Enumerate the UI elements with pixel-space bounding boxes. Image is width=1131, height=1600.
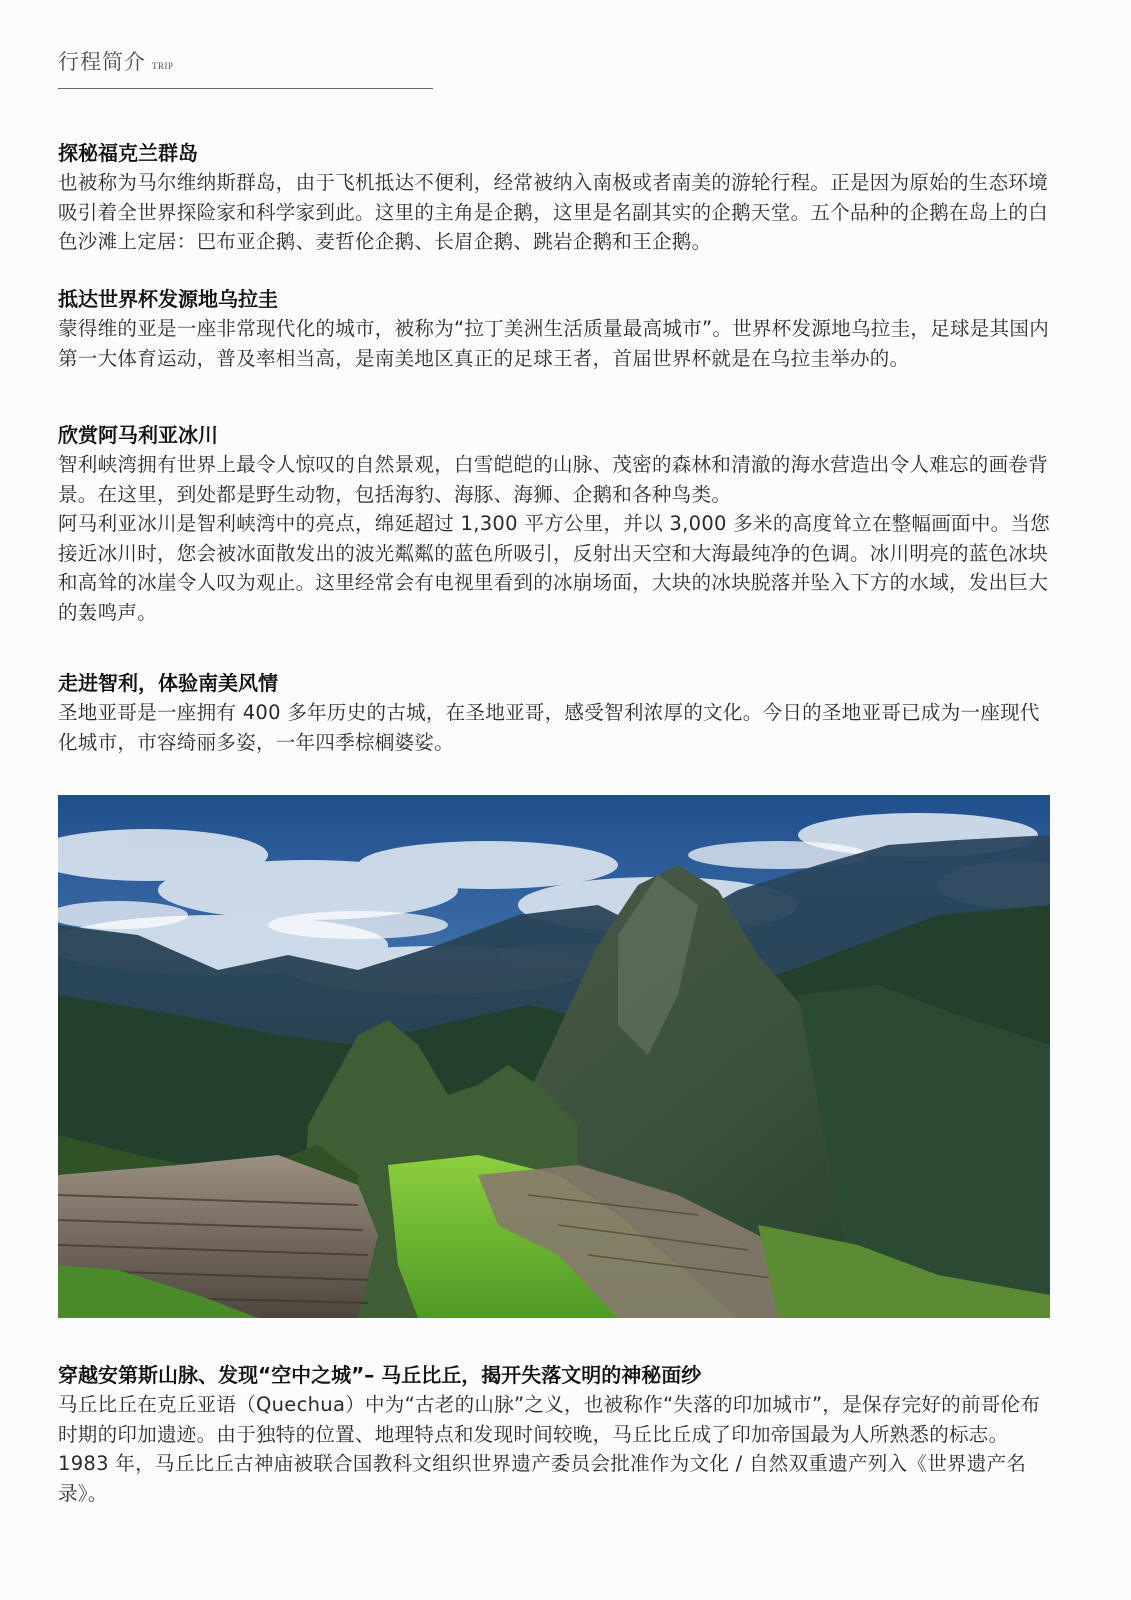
section-paragraph: 智利峡湾拥有世界上最令人惊叹的自然景观，白雪皑皑的山脉、茂密的森林和清澈的海水营造出令人难忘的画卷背景。在这里，到处都是野生动物，包括海豹、海豚、海狮、企鹅和各种鸟类。 [58, 453, 1049, 506]
section-paragraph: 也被称为马尔维纳斯群岛，由于飞机抵达不便利，经常被纳入南极或者南美的游轮行程。正是因为原始的生态环境吸引着全世界探险家和科学家到此。这里的主角是企鹅，这里是名副其实的企鹅天堂。五个品种的企鹅在岛上的白色沙滩上定居：巴布亚企鹅、麦哲伦企鹅、长眉企鹅、跳岩企鹅和王企鹅。 [58, 171, 1049, 254]
section-title: 抵达世界杯发源地乌拉圭 [58, 287, 278, 311]
section-paragraph: 蒙得维的亚是一座非常现代化的城市，被称为“拉丁美洲生活质量最高城市”。世界杯发源地乌拉圭，足球是其国内第一大体育运动，普及率相当高，是南美地区真正的足球王者，首届世界杯就是在乌拉圭举办的。 [58, 317, 1050, 370]
section-title: 欣赏阿马利亚冰川 [58, 423, 218, 447]
section-falkland [58, 138, 1058, 257]
section-paragraph: 马丘比丘在克丘亚语（Quechua）中为“古老的山脉”之义，也被称作“失落的印加城市”，是保存完好的前哥伦布时期的印加遗迹。由于独特的位置、地理特点和发现时间较晚，马丘比丘成了印加帝国最为人所熟悉的标志。1983 年，马丘比丘古神庙被联合国教科文组织世界遗产委员会批准作为文化 / 自然双重遗产列入《世界遗产名录》。 [58, 1393, 1041, 1505]
section-chile [58, 668, 1058, 757]
section-title: 走进智利，体验南美风情 [58, 671, 278, 695]
section-title: 探秘福克兰群岛 [58, 141, 198, 165]
machu-picchu-photo [58, 795, 1050, 1318]
header-title: 行程简介 [58, 50, 146, 74]
section-paragraph: 阿马利亚冰川是智利峡湾中的亮点，绵延超过 1,300 平方公里，并以 3,000 多米的高度耸立在整幅画面中。当您接近冰川时，您会被冰面散发出的波光粼粼的蓝色所吸引，反射出天空和大海最纯净的色调。冰川明亮的蓝色冰块和高耸的冰崖令人叹为观止。这里经常会有电视里看到的冰崩场面，大块的冰块脱落并坠入下方的水域，发出巨大的轰鸣声。 [58, 512, 1051, 624]
section-machu-picchu [58, 1360, 1058, 1508]
header-subtitle: TRIP [152, 61, 174, 71]
section-title: 穿越安第斯山脉、发现“空中之城”– 马丘比丘，揭开失落文明的神秘面纱 [58, 1363, 702, 1387]
section-uruguay [58, 284, 1058, 373]
section-paragraph: 圣地亚哥是一座拥有 400 多年历史的古城，在圣地亚哥，感受智利浓厚的文化。今日的圣地亚哥已成为一座现代化城市，市容绮丽多姿，一年四季棕榈婆娑。 [58, 701, 1040, 754]
page-header [58, 46, 433, 89]
section-amalia-glacier [58, 420, 1058, 628]
